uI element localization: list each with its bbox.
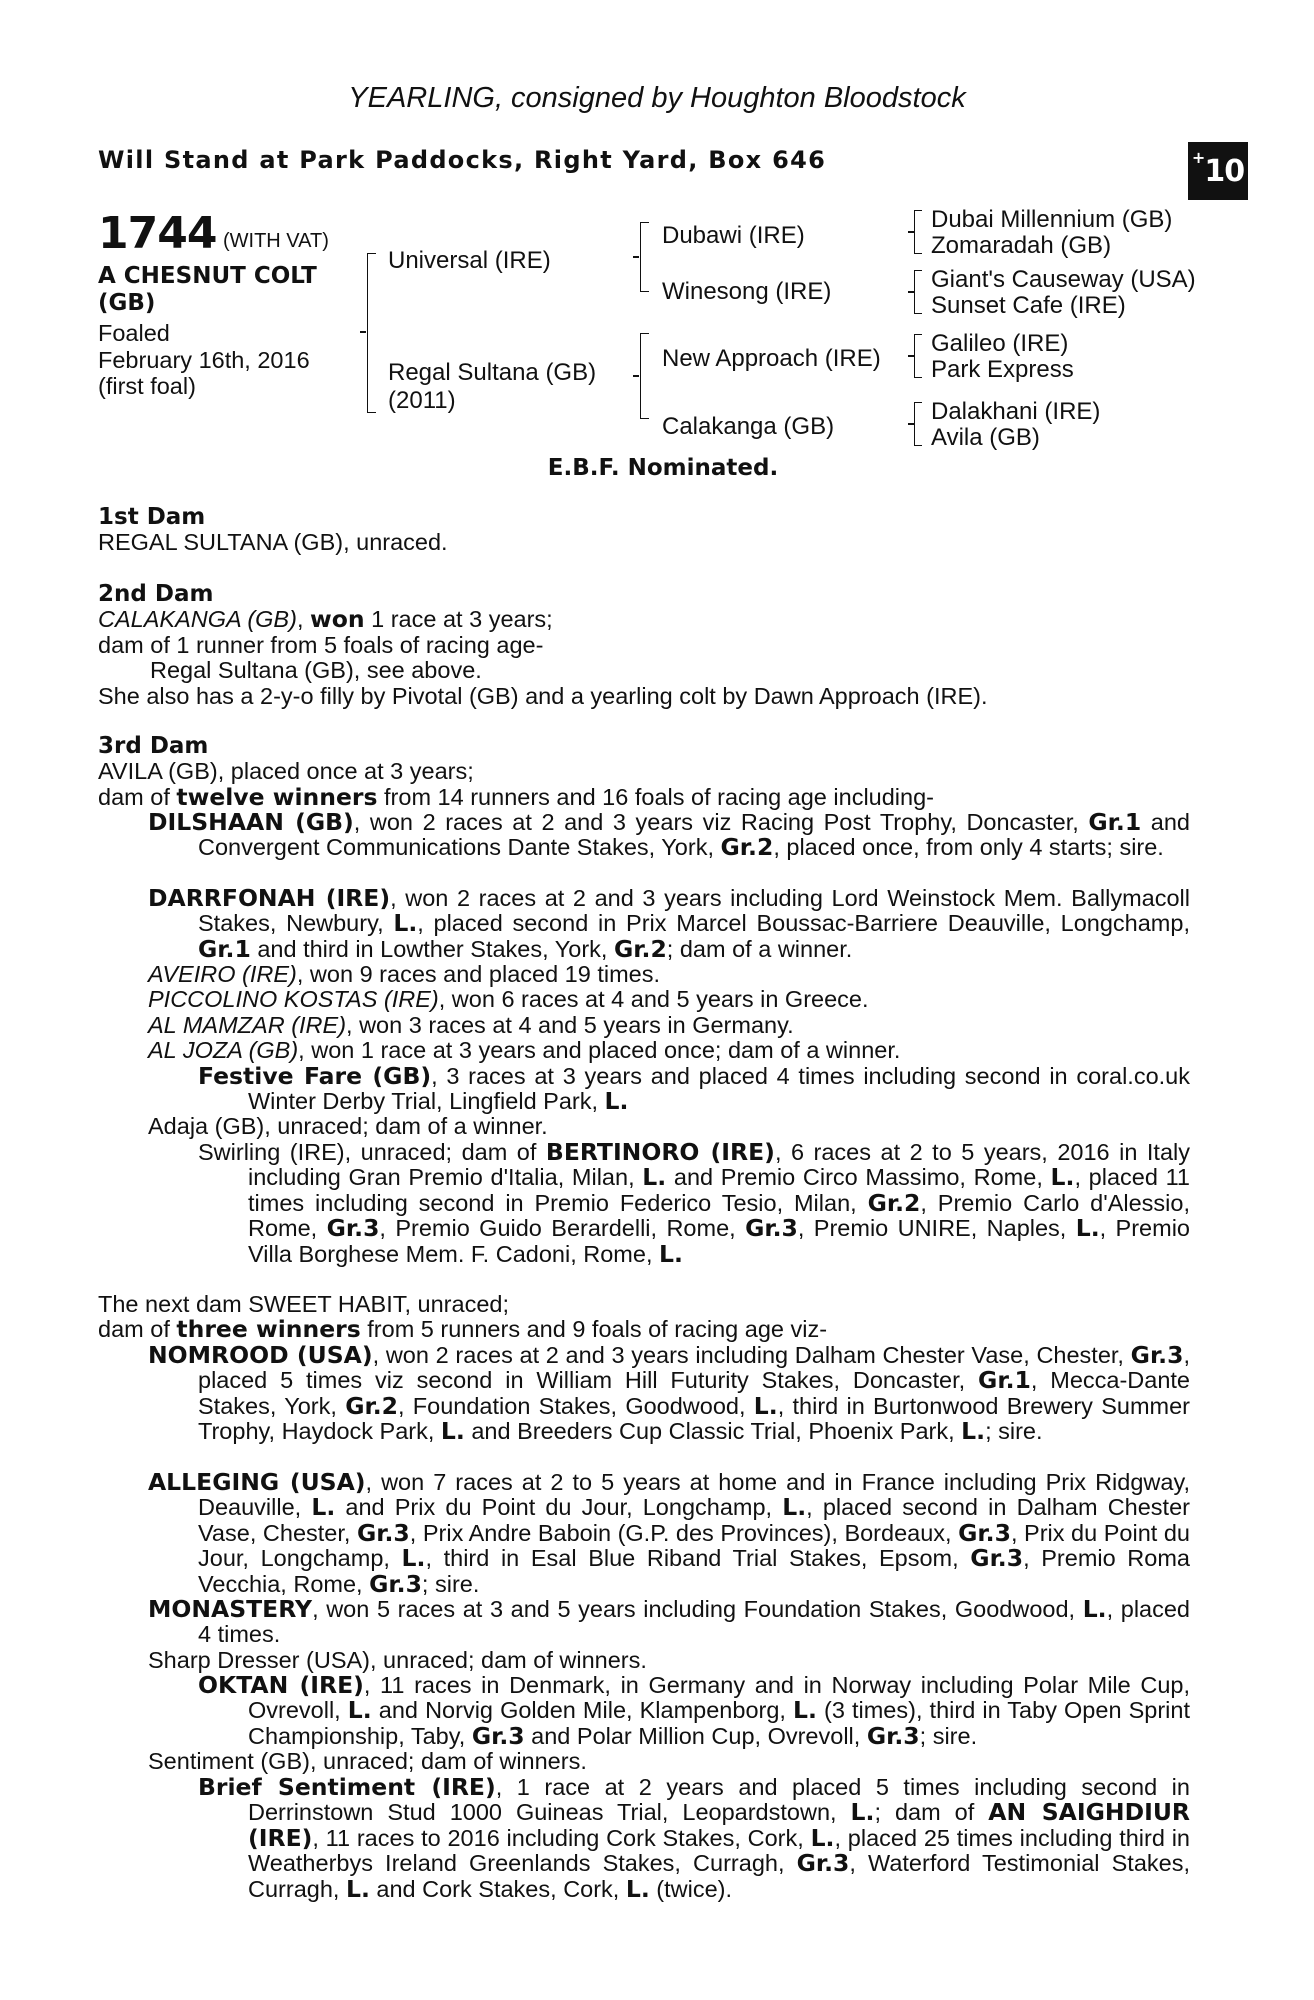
text: ; dam of a winner. xyxy=(666,935,853,962)
grade: L. xyxy=(347,1696,372,1725)
grade: L. xyxy=(625,1874,650,1903)
text: from 14 runners and 16 foals of racing age including- xyxy=(377,783,934,810)
produce-entry-dilshaan xyxy=(148,810,1190,861)
text: and Premio Circo Massimo, Rome, xyxy=(666,1164,1051,1191)
pedigree-brace-tip xyxy=(908,355,914,357)
grade: L. xyxy=(753,1391,778,1420)
produce-entry-monastery xyxy=(148,1597,1190,1648)
badge-plus: + xyxy=(1191,147,1205,167)
pedigree-dam-sire: New Approach (IRE) xyxy=(662,345,881,372)
produce-entry-nomrood xyxy=(148,1343,1190,1445)
text: , won 9 races and placed 19 times. xyxy=(296,961,661,987)
grade: Gr.2 xyxy=(720,833,774,862)
grade: Gr.3 xyxy=(958,1518,1011,1547)
produce-entry: Regal Sultana (GB), see above. xyxy=(150,657,482,684)
text: and Prix du Point du Jour, Longchamp, xyxy=(335,1494,783,1521)
horse-description-line: A CHESNUT COLT xyxy=(98,263,317,289)
horse-name: AVEIRO (IRE) xyxy=(148,961,297,987)
text: , 1 race at 2 years and placed 5 times including second in Derrinstown Stud 1000 Guineas Trial, Leopardstown, xyxy=(248,1774,1190,1826)
ebf-nomination: E.B.F. Nominated. xyxy=(547,455,779,481)
grade: L. xyxy=(850,1798,875,1827)
text: (3 times), third in Taby Open Sprint Championship, Taby, xyxy=(248,1697,1190,1749)
text: and Norvig Golden Mile, Klampenborg, xyxy=(371,1697,794,1724)
text: , Premio UNIRE, Naples, xyxy=(797,1215,1076,1242)
first-dam-section xyxy=(98,505,1208,556)
next-dam-section xyxy=(98,1292,1208,1343)
winners-count: three winners xyxy=(176,1315,361,1344)
grade: Gr.3 xyxy=(326,1214,380,1243)
separator: , xyxy=(296,606,310,633)
grade: Gr.3 xyxy=(356,1518,410,1547)
foaled-date: February 16th, 2016 xyxy=(98,346,310,373)
text: , won 1 race at 3 years and placed once; dam of a winner. xyxy=(298,1037,901,1064)
grade: Gr.1 xyxy=(1088,808,1142,836)
produce-entry-oktan xyxy=(198,1673,1190,1749)
text: dam of xyxy=(98,783,177,810)
text: , third in Burtonwood Brewery Summer Trophy, Haydock Park, xyxy=(198,1392,1190,1445)
text: ; sire. xyxy=(421,1570,480,1597)
text: , Premio Roma Vecchia, Rome, xyxy=(198,1545,1190,1597)
produce-entry xyxy=(148,987,1190,1012)
text: , Prix Andre Baboin (G.P. des Provinces), Bordeaux, xyxy=(409,1519,959,1546)
horse-name: MONASTERY xyxy=(148,1595,313,1623)
text: , Premio Villa Borghese Mem. F. Cadoni, Rome, xyxy=(248,1215,1190,1267)
text: , Prix du Point du Jour, Longchamp, xyxy=(198,1519,1190,1572)
produce-entry-sentiment: Sentiment (GB), unraced; dam of winners. xyxy=(148,1748,587,1774)
grade: L. xyxy=(1082,1595,1107,1623)
pedigree-dd-dam: Avila (GB) xyxy=(931,424,1040,451)
text: , 6 races at 2 to 5 years, 2016 in Italy including Gran Premio d'Italia, Milan, xyxy=(248,1139,1190,1191)
stand-location: Will Stand at Park Paddocks, Right Yard, Box 646 xyxy=(98,146,827,174)
grade: L. xyxy=(604,1087,629,1116)
text: , placed once, from only 4 starts; sire. xyxy=(773,834,1164,861)
pedigree-brace-tip xyxy=(633,256,639,258)
grade: L. xyxy=(393,909,418,938)
pedigree-dam-year: (2011) xyxy=(388,387,456,414)
text: , Waterford Testimonial Stakes, Curragh, xyxy=(248,1850,1190,1902)
grade: Gr.3 xyxy=(745,1214,798,1243)
horse-name: Brief Sentiment (IRE) xyxy=(198,1773,496,1801)
grade: L. xyxy=(345,1874,370,1903)
first-dam-text: REGAL SULTANA (GB), unraced. xyxy=(98,529,448,556)
pedigree-ss-sire: Dubai Millennium (GB) xyxy=(931,206,1173,233)
grade: L. xyxy=(810,1823,835,1852)
foaling-info xyxy=(98,320,310,400)
third-dam-line: AVILA (GB), placed once at 3 years; xyxy=(98,758,474,785)
race-record: 1 race at 3 years; xyxy=(364,606,553,633)
grade: Gr.3 xyxy=(1130,1341,1184,1369)
grade: Gr.2 xyxy=(613,934,667,963)
third-dam-heading: 3rd Dam xyxy=(98,733,209,759)
grade: L. xyxy=(961,1417,986,1446)
grade: Gr.3 xyxy=(369,1569,422,1598)
produce-entry-adaja: Adaja (GB), unraced; dam of a winner. xyxy=(148,1113,548,1139)
text: , won 2 races at 2 and 3 years including Lord Weinstock Mem. Ballymacoll Stakes, Newbury, xyxy=(198,885,1190,937)
horse-name: DARRFONAH (IRE) xyxy=(148,884,391,912)
text: , Foundation Stakes, Goodwood, xyxy=(398,1392,754,1419)
pedigree-brace-tip xyxy=(908,423,914,425)
grade: L. xyxy=(401,1544,426,1573)
text: , Premio Guido Berardelli, Rome, xyxy=(379,1215,746,1242)
produce-entry-brief-sentiment xyxy=(198,1775,1190,1902)
grade: L. xyxy=(659,1239,683,1268)
produce-entry xyxy=(148,1038,1190,1063)
dam-name: CALAKANGA (GB) xyxy=(98,606,297,633)
grade: L. xyxy=(440,1417,465,1446)
text: and third in Lowther Stakes, York, xyxy=(250,935,614,962)
produce-entry xyxy=(148,1013,1190,1038)
produce-entry-darrfonah xyxy=(148,886,1190,962)
grade: L. xyxy=(782,1493,807,1522)
lot-badge xyxy=(1188,142,1248,200)
text: , placed 5 times viz second in William Hill Futurity Stakes, Doncaster, xyxy=(198,1342,1190,1394)
text: , placed second in Dalham Chester Vase, Chester, xyxy=(198,1494,1190,1546)
text: ; sire. xyxy=(919,1722,978,1749)
grade: L. xyxy=(1050,1163,1075,1192)
pedigree-brace xyxy=(914,270,922,314)
lot-number: 1744 xyxy=(98,208,217,259)
pedigree-ds-sire: Galileo (IRE) xyxy=(931,330,1069,357)
horse-name: NOMROOD (USA) xyxy=(148,1341,373,1369)
pedigree-sire: Universal (IRE) xyxy=(388,247,551,274)
produce-summary xyxy=(98,1317,1208,1342)
text: , 3 races at 3 years and placed 4 times including second in coral.co.uk Winter Derby Trial, Lingfield Park, xyxy=(248,1063,1190,1115)
text: , won 3 races at 4 and 5 years in Germany. xyxy=(346,1011,794,1038)
winners-count: twelve winners xyxy=(176,782,378,811)
text: ; sire. xyxy=(985,1418,1043,1445)
grade: Gr.3 xyxy=(970,1544,1024,1573)
text: , won 5 races at 3 and 5 years including Foundation Stakes, Goodwood, xyxy=(312,1596,1083,1622)
pedigree-sd-sire: Giant's Causeway (USA) xyxy=(931,266,1196,293)
lot-vat: (WITH VAT) xyxy=(223,230,329,252)
text: and Breeders Cup Classic Trial, Phoenix Park, xyxy=(464,1418,962,1445)
next-dam-line: The next dam SWEET HABIT, unraced; xyxy=(98,1291,509,1317)
grade: L. xyxy=(793,1696,817,1725)
pedigree-brace-tip xyxy=(633,375,639,377)
horse-name: BERTINORO (IRE) xyxy=(545,1138,775,1166)
horse-name: OKTAN (IRE) xyxy=(198,1671,364,1699)
horse-description xyxy=(98,263,317,317)
pedigree-sire-dam: Winesong (IRE) xyxy=(662,278,832,305)
text: (twice). xyxy=(649,1875,733,1902)
pedigree-brace xyxy=(914,334,922,378)
grade: L. xyxy=(642,1163,667,1192)
third-dam-section xyxy=(98,734,1208,810)
text: , won 7 races at 2 to 5 years at home and in France including Prix Ridgway, Deauville, xyxy=(198,1469,1190,1521)
produce-summary: dam of 1 runner from 5 foals of racing age- xyxy=(98,631,544,658)
horse-name: AL MAMZAR (IRE) xyxy=(148,1011,347,1038)
won-label: won xyxy=(310,605,365,634)
pedigree-dam-dam: Calakanga (GB) xyxy=(662,413,835,440)
pedigree-ss-dam: Zomaradah (GB) xyxy=(931,232,1112,259)
horse-name: DILSHAAN (GB) xyxy=(148,808,354,836)
pedigree-brace-tip xyxy=(908,231,914,233)
grade: Gr.3 xyxy=(796,1849,850,1878)
pedigree-brace xyxy=(640,222,649,292)
grade: Gr.3 xyxy=(866,1721,920,1750)
text: , Mecca-Dante Stakes, York, xyxy=(198,1367,1190,1419)
text: , placed 4 times. xyxy=(198,1596,1190,1648)
text: and Cork Stakes, Cork, xyxy=(369,1875,626,1902)
text: , Premio Carlo d'Alessio, Rome, xyxy=(248,1189,1190,1242)
page-title: YEARLING, consigned by Houghton Bloodstock xyxy=(348,82,966,114)
grade: Gr.1 xyxy=(198,934,251,963)
text: , won 6 races at 4 and 5 years in Greece. xyxy=(438,986,869,1013)
horse-name: AL JOZA (GB) xyxy=(148,1037,299,1064)
text: dam of xyxy=(98,1316,177,1343)
grade: Gr.2 xyxy=(867,1188,921,1217)
pedigree-brace xyxy=(914,210,922,254)
text: , won 2 races at 2 and 3 years including Dalham Chester Vase, Chester, xyxy=(372,1342,1131,1368)
pedigree-sire-sire: Dubawi (IRE) xyxy=(662,222,805,249)
foal-order: (first foal) xyxy=(98,373,196,399)
text: , placed second in Prix Marcel Boussac-Barriere Deauville, Longchamp, xyxy=(417,910,1190,937)
pedigree-dd-sire: Dalakhani (IRE) xyxy=(931,398,1101,425)
grade: Gr.3 xyxy=(471,1721,525,1750)
text: and Polar Million Cup, Ovrevoll, xyxy=(524,1722,867,1749)
horse-description-line: (GB) xyxy=(98,290,156,316)
second-dam-section xyxy=(98,582,1208,709)
badge-number: 10 xyxy=(1204,153,1245,189)
text: , third in Esal Blue Riband Trial Stakes, Epsom, xyxy=(425,1545,971,1572)
text: , won 2 races at 2 and 3 years viz Racing Post Trophy, Doncaster, xyxy=(353,809,1089,835)
produce-entry xyxy=(148,962,1190,987)
text: from 5 runners and 9 foals of racing age viz- xyxy=(360,1316,828,1343)
text: , placed 25 times including third in Weatherbys Ireland Greenlands Stakes, Curragh, xyxy=(248,1824,1191,1877)
produce-entry-swirling xyxy=(198,1140,1190,1267)
pedigree-brace-tip xyxy=(360,331,366,333)
pedigree-ds-dam: Park Express xyxy=(931,356,1074,383)
foaled-label: Foaled xyxy=(98,320,170,346)
text: ; dam of xyxy=(874,1799,989,1826)
produce-summary xyxy=(98,782,1208,811)
grade: Gr.2 xyxy=(345,1391,398,1420)
text: , 11 races in Denmark, in Germany and in Norway including Polar Mile Cup, Ovrevoll, xyxy=(248,1672,1190,1724)
pedigree-brace xyxy=(640,333,649,419)
produce-entry-sharp-dresser: Sharp Dresser (USA), unraced; dam of winners. xyxy=(148,1647,647,1673)
horse-name: ALLEGING (USA) xyxy=(148,1468,366,1496)
pedigree-dam: Regal Sultana (GB) xyxy=(388,359,597,386)
second-dam-line xyxy=(98,607,1208,632)
text: Swirling (IRE), unraced; dam of xyxy=(198,1139,546,1165)
grade: L. xyxy=(1075,1214,1100,1243)
text: , 11 races to 2016 including Cork Stakes, Cork, xyxy=(312,1824,811,1851)
horse-name: PICCOLINO KOSTAS (IRE) xyxy=(148,986,439,1013)
pedigree-brace xyxy=(367,253,376,413)
produce-entry-festive-fare xyxy=(198,1064,1190,1115)
grade: Gr.1 xyxy=(978,1366,1031,1395)
text: , placed 11 times including second in Premio Federico Tesio, Milan, xyxy=(248,1164,1190,1216)
first-dam-heading: 1st Dam xyxy=(98,504,206,530)
pedigree-brace-tip xyxy=(908,291,914,293)
produce-minor-list xyxy=(148,962,1190,1064)
text: and Convergent Communications Dante Stakes, York, xyxy=(198,809,1190,861)
pedigree-brace xyxy=(914,402,922,446)
pedigree-sd-dam: Sunset Cafe (IRE) xyxy=(931,292,1126,319)
horse-name: Festive Fare (GB) xyxy=(198,1062,432,1090)
grade: L. xyxy=(311,1493,336,1522)
produce-note: She also has a 2-y-o filly by Pivotal (GB) and a yearling colt by Dawn Approach (IRE). xyxy=(98,682,988,709)
produce-entry-alleging xyxy=(148,1470,1190,1597)
second-dam-heading: 2nd Dam xyxy=(98,581,214,607)
horse-name: AN SAIGHDIUR (IRE) xyxy=(248,1798,1191,1852)
